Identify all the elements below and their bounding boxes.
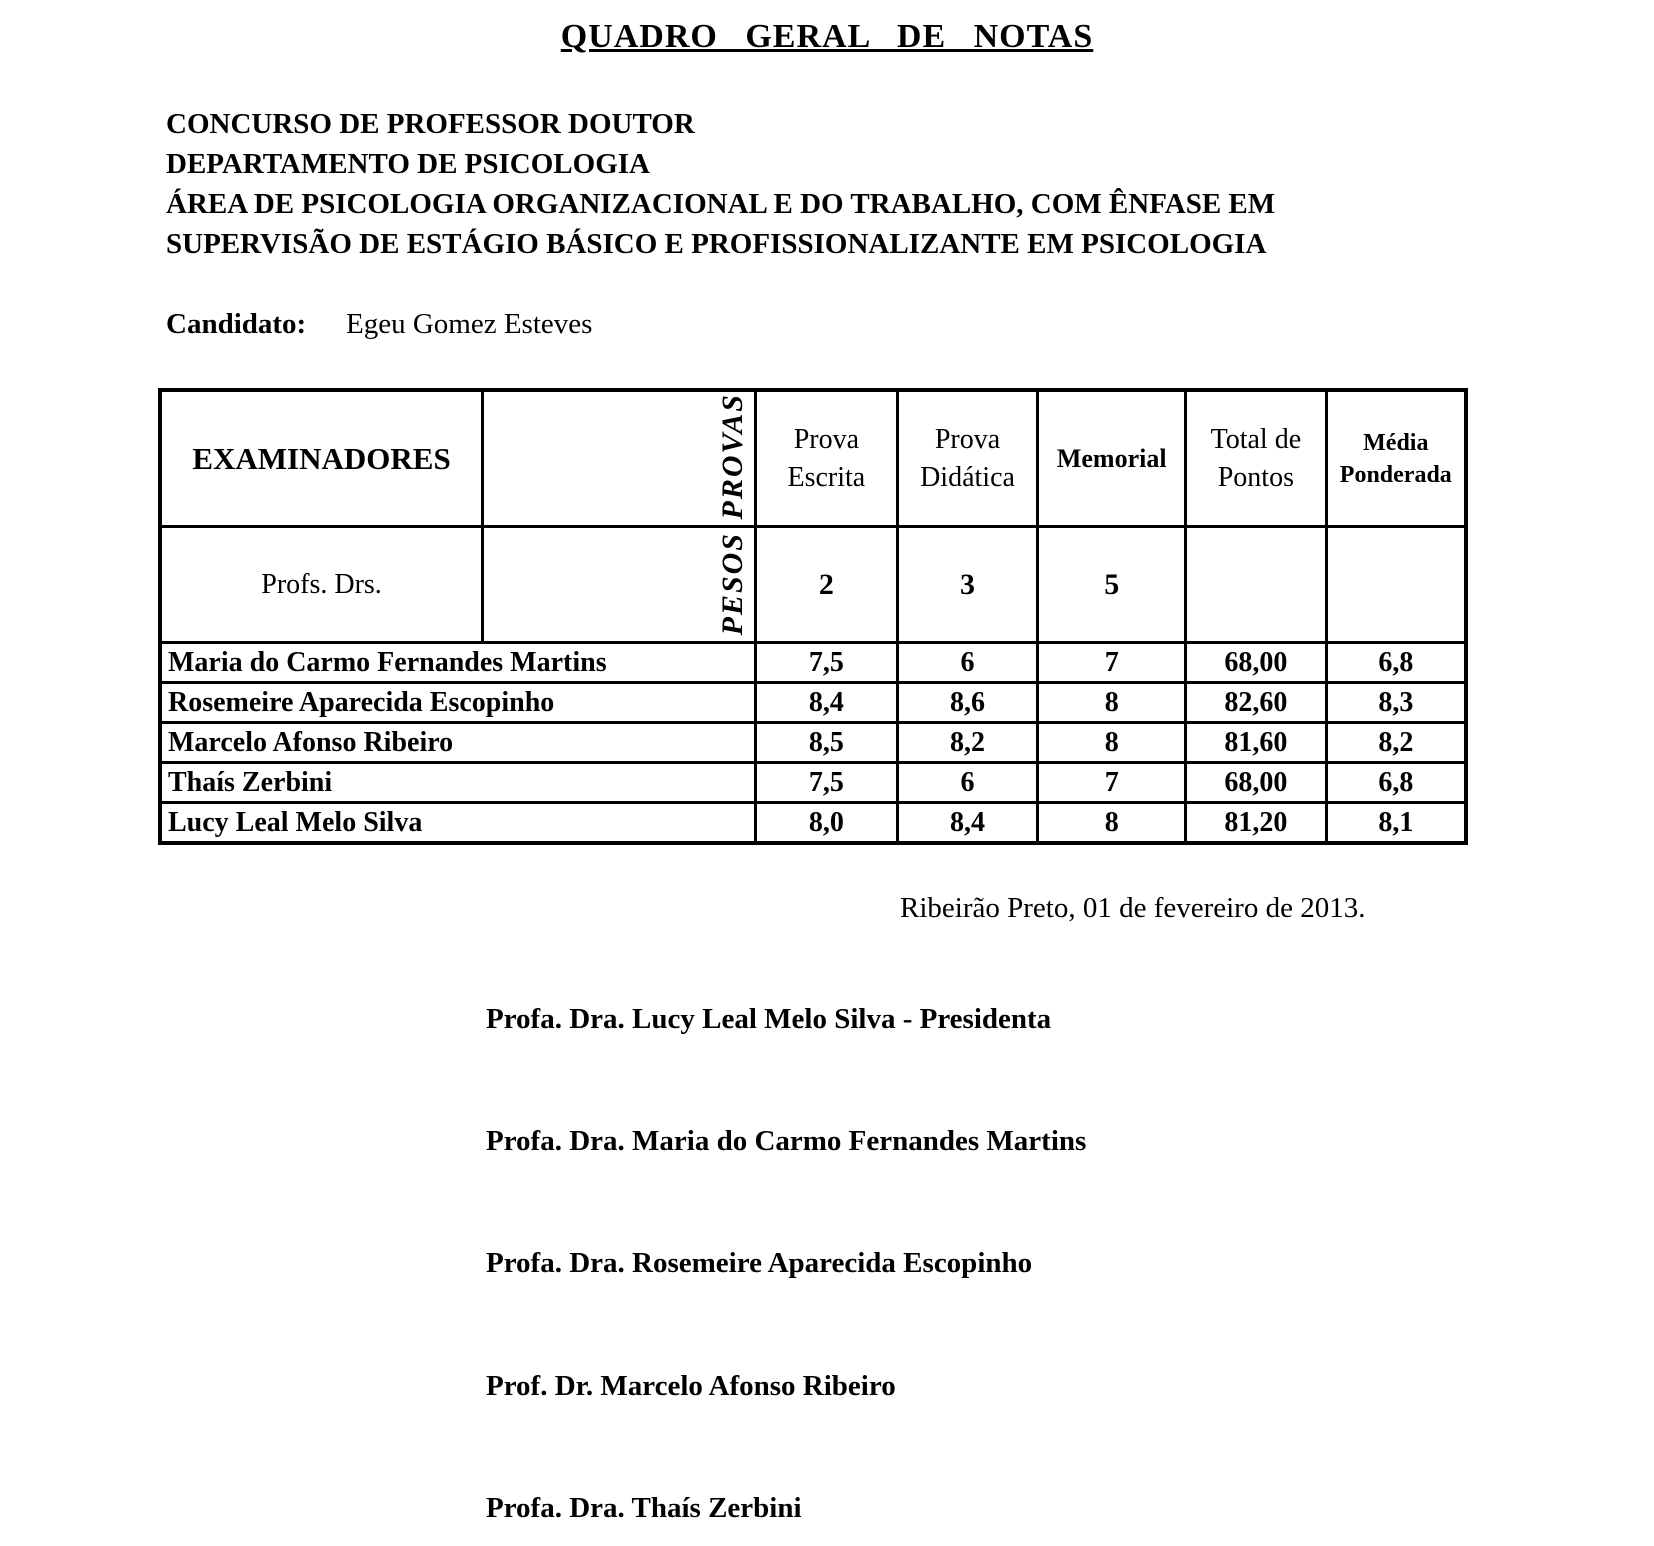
signature-line: Profa. Dra. Maria do Carmo Fernandes Martins: [486, 1125, 1087, 1157]
grade-total: 82,60: [1186, 683, 1327, 723]
pesos-cell: [483, 527, 756, 643]
candidate-line: [166, 308, 592, 341]
grade-total: 68,00: [1186, 643, 1327, 683]
grade-media: 8,1: [1326, 803, 1466, 844]
grade-escrita: 7,5: [756, 763, 898, 803]
contest-heading: [166, 104, 1275, 264]
weight-cell: [1326, 527, 1466, 643]
table-row: [160, 763, 1466, 803]
grade-didatica: 8,2: [897, 723, 1038, 763]
column-header: Prova Didática: [897, 390, 1038, 527]
heading-line: SUPERVISÃO DE ESTÁGIO BÁSICO E PROFISSIONALIZANTE EM PSICOLOGIA: [166, 228, 1267, 260]
date-line: Ribeirão Preto, 01 de fevereiro de 2013.: [900, 892, 1366, 924]
table-row: [160, 803, 1466, 844]
grade-memorial: 8: [1038, 723, 1186, 763]
grade-media: 6,8: [1326, 763, 1466, 803]
signature-line: Profa. Dra. Rosemeire Aparecida Escopinho: [486, 1247, 1033, 1279]
grade-memorial: 7: [1038, 643, 1186, 683]
grade-didatica: 6: [897, 763, 1038, 803]
grade-escrita: 7,5: [756, 643, 898, 683]
heading-line: DEPARTAMENTO DE PSICOLOGIA: [166, 148, 650, 180]
column-header: Memorial: [1038, 390, 1186, 527]
grade-media: 6,8: [1326, 643, 1466, 683]
table-row: [160, 683, 1466, 723]
weight-cell: 5: [1038, 527, 1186, 643]
signature-line: Profa. Dra. Thaís Zerbini: [486, 1492, 802, 1524]
grade-total: 81,60: [1186, 723, 1327, 763]
examiner-name: Rosemeire Aparecida Escopinho: [160, 683, 756, 723]
grade-escrita: 8,4: [756, 683, 898, 723]
examiner-name: Thaís Zerbini: [160, 763, 756, 803]
column-header: Total de Pontos: [1186, 390, 1327, 527]
candidate-name: Egeu Gomez Esteves: [346, 308, 593, 340]
heading-line: ÁREA DE PSICOLOGIA ORGANIZACIONAL E DO TRABALHO, COM ÊNFASE EM: [166, 188, 1276, 220]
provas-cell: [483, 390, 756, 527]
column-header: Média Ponderada: [1326, 390, 1466, 527]
provas-label: PROVAS: [716, 392, 750, 519]
grade-total: 68,00: [1186, 763, 1327, 803]
weight-cell: 2: [756, 527, 898, 643]
table-row: [160, 723, 1466, 763]
heading-line: CONCURSO DE PROFESSOR DOUTOR: [166, 108, 695, 140]
grade-media: 8,3: [1326, 683, 1466, 723]
examiners-label: EXAMINADORES: [160, 390, 483, 527]
profs-label: Profs. Drs.: [160, 527, 483, 643]
examiner-name: Lucy Leal Melo Silva: [160, 803, 756, 844]
weight-cell: [1186, 527, 1327, 643]
weights-row: [160, 527, 1466, 643]
header-row: [160, 390, 1466, 527]
column-header: Prova Escrita: [756, 390, 898, 527]
grade-didatica: 6: [897, 643, 1038, 683]
grade-total: 81,20: [1186, 803, 1327, 844]
grade-memorial: 8: [1038, 803, 1186, 844]
grade-memorial: 7: [1038, 763, 1186, 803]
examiner-name: Marcelo Afonso Ribeiro: [160, 723, 756, 763]
grade-didatica: 8,4: [897, 803, 1038, 844]
examiner-name: Maria do Carmo Fernandes Martins: [160, 643, 756, 683]
document-title: QUADRO GERAL DE NOTAS: [560, 18, 1094, 55]
grade-didatica: 8,6: [897, 683, 1038, 723]
weight-cell: 3: [897, 527, 1038, 643]
pesos-label: PESOS: [716, 531, 750, 635]
grade-escrita: 8,0: [756, 803, 898, 844]
grade-escrita: 8,5: [756, 723, 898, 763]
signature-line: Profa. Dra. Lucy Leal Melo Silva - Presidenta: [486, 1003, 1052, 1035]
grades-table: [158, 388, 1468, 845]
candidate-label: Candidato:: [166, 308, 307, 340]
signature-line: Prof. Dr. Marcelo Afonso Ribeiro: [486, 1370, 896, 1402]
grade-media: 8,2: [1326, 723, 1466, 763]
grade-memorial: 8: [1038, 683, 1186, 723]
table-row: [160, 643, 1466, 683]
